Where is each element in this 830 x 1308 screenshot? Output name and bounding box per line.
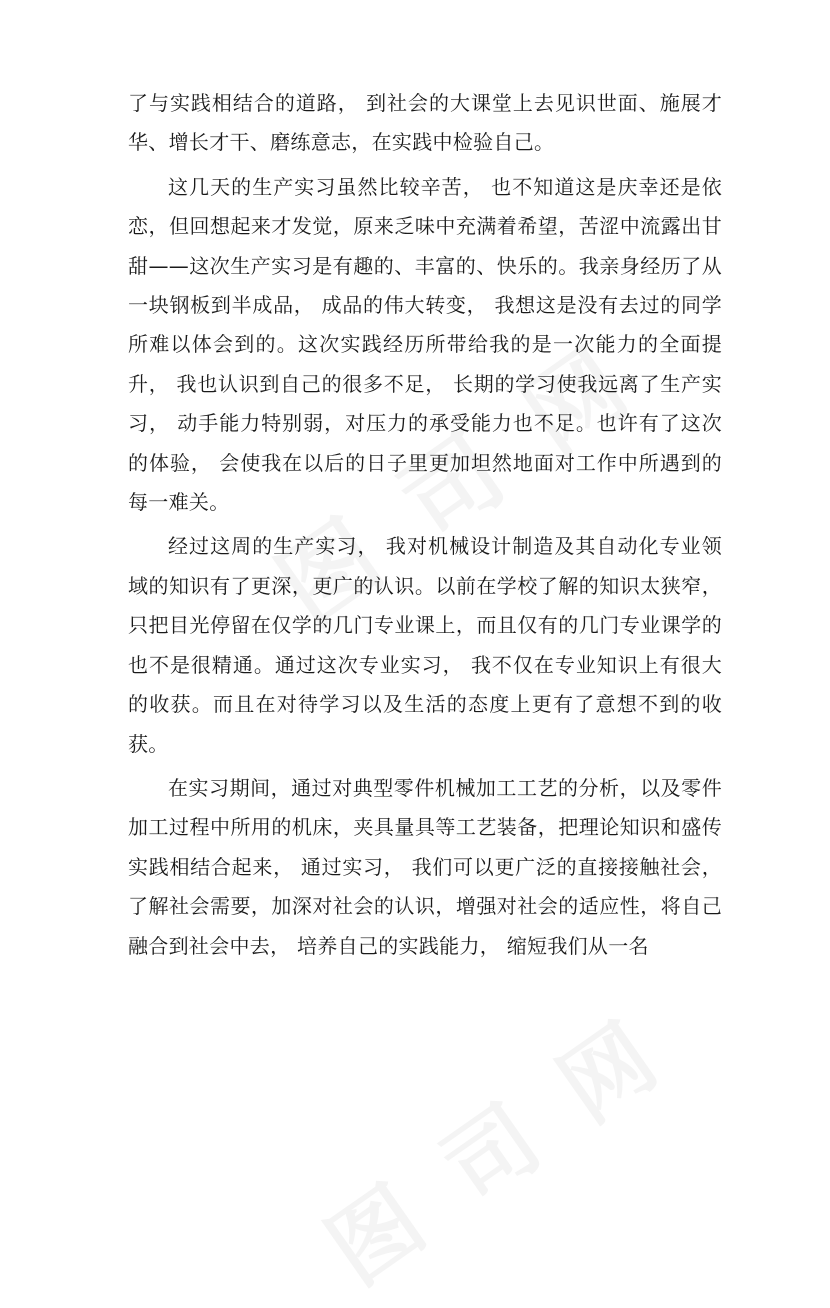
paragraph: 经过这周的生产实习， 我对机械设计制造及其自动化专业领域的知识有了更深，更广的认识。以前在学校了解的知识太狭窄，只把目光停留在仅学的几门专业课上，而且仅有的几门专业课学的也不是很精通。通过这次专业实习， 我不仅在专业知识上有很大的收获。而且在对待学习以及生活的态度上更有了意想不到的收获。	[128, 534, 722, 756]
paragraph-continuation: 了与实践相结合的道路， 到社会的大课堂上去见识世面、施展才华、增长才干、磨练意志，在实践中检验自己。	[128, 91, 722, 155]
watermark	[297, 982, 685, 1308]
document-body	[128, 84, 722, 971]
paragraph: 在实习期间，通过对典型零件机械加工工艺的分析，以及零件加工过程中所用的机床，夹具量具等工艺装备，把理论知识和盛传实践相结合起来， 通过实习， 我们可以更广泛的直接接触社会，了解社会需要，加深对社会的认识，增强对社会的适应性，将自己融合到社会中去， 培养自己的实践能力， 缩短我们从一名	[128, 775, 722, 958]
paragraph: 这几天的生产实习虽然比较辛苦， 也不知道这是庆幸还是依恋，但回想起来才发觉，原来乏味中充满着希望，苦涩中流露出甘甜——这次生产实习是有趣的、丰富的、快乐的。我亲身经历了从一块钢板到半成品， 成品的伟大转变， 我想这是没有去过的同学所难以体会到的。这次实践经历所带给我的是一次能力的全面提升， 我也认识到自己的很多不足， 长期的学习使我远离了生产实习， 动手能力特别弱，对压力的承受能力也不足。也许有了这次的体验， 会使我在以后的日子里更加坦然地面对工作中所遇到的每一难关。	[128, 174, 722, 515]
